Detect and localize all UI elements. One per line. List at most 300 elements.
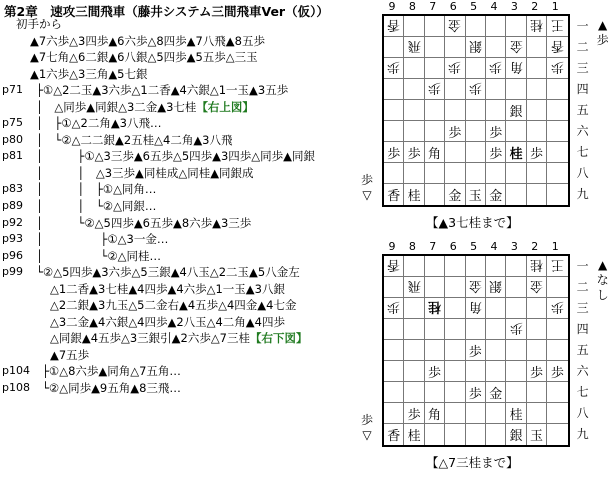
shogi-piece[interactable]: 歩	[407, 407, 421, 423]
move-text: │ ├①△2二角▲3八飛…	[36, 116, 162, 131]
rank-label: 九	[576, 427, 589, 441]
shogi-piece[interactable]: 歩	[529, 146, 543, 162]
board-square[interactable]	[445, 163, 465, 184]
move-text: │ │ △3三歩▲同桂成△同桂▲同銀成	[36, 165, 254, 180]
move-line	[2, 248, 367, 265]
rank-label: 二	[576, 40, 589, 54]
shogi-piece[interactable]: 歩	[468, 344, 482, 360]
rank-label: 六	[576, 364, 589, 378]
move-text: ▲7五歩	[50, 347, 90, 362]
board-square[interactable]	[425, 298, 445, 319]
board-square[interactable]	[506, 382, 526, 403]
move-line	[2, 314, 367, 331]
board-square[interactable]	[425, 277, 445, 298]
shogi-piece[interactable]: 歩	[468, 79, 482, 95]
file-label: 7	[429, 0, 437, 13]
board-square[interactable]	[384, 361, 404, 382]
rank-label: 四	[576, 322, 589, 336]
board-square[interactable]	[445, 256, 465, 277]
board-square[interactable]	[384, 403, 404, 424]
board-grid[interactable]	[382, 14, 570, 207]
shogi-piece[interactable]: 香	[387, 429, 401, 444]
board-square[interactable]	[384, 277, 404, 298]
board-square[interactable]	[425, 256, 445, 277]
board-square[interactable]	[425, 319, 445, 340]
board-square[interactable]	[466, 142, 486, 163]
move-text: ▲7六歩△3四歩▲6六歩△8四歩▲7八飛▲8五歩	[30, 33, 265, 48]
board-square[interactable]	[425, 79, 445, 100]
shogi-piece[interactable]: 金	[468, 277, 482, 293]
board-square[interactable]	[445, 142, 465, 163]
shogi-piece[interactable]: 香	[387, 16, 401, 32]
board-square[interactable]	[384, 382, 404, 403]
move-line	[2, 49, 367, 66]
board-square[interactable]	[445, 58, 465, 79]
shogi-piece[interactable]: 銀	[489, 277, 503, 293]
file-label: 7	[429, 240, 437, 253]
shogi-piece[interactable]: 歩	[387, 58, 401, 74]
board-square[interactable]	[506, 142, 526, 163]
board-square[interactable]	[506, 79, 526, 100]
move-text: │ △同歩▲同銀△3二金▲3七桂【右上図】	[36, 99, 254, 114]
shogi-piece[interactable]: 金	[489, 386, 503, 402]
shogi-piece[interactable]: 玉	[529, 429, 543, 444]
board-square[interactable]	[466, 424, 486, 445]
board-square[interactable]	[506, 340, 526, 361]
file-label: 1	[551, 240, 559, 253]
board-square[interactable]	[466, 58, 486, 79]
board-square[interactable]	[404, 277, 424, 298]
shogi-piece[interactable]: 角	[427, 407, 441, 423]
shogi-piece[interactable]: 桂	[509, 407, 523, 423]
board-square[interactable]	[466, 340, 486, 361]
rank-label: 四	[576, 82, 589, 96]
shogi-piece[interactable]: 歩	[489, 146, 503, 162]
board-square[interactable]	[404, 184, 424, 205]
board-square[interactable]	[486, 361, 506, 382]
board-square[interactable]	[445, 79, 465, 100]
board-square[interactable]	[506, 100, 526, 121]
board-square[interactable]	[404, 121, 424, 142]
board-square[interactable]	[404, 424, 424, 445]
board-square[interactable]	[506, 58, 526, 79]
shogi-piece[interactable]: 角	[509, 58, 523, 74]
board-square[interactable]	[384, 58, 404, 79]
move-text: ├①△8六歩▲同角△7五角…	[42, 364, 181, 379]
board-square[interactable]	[404, 163, 424, 184]
board-square[interactable]	[506, 121, 526, 142]
file-label: 4	[490, 240, 498, 253]
move-line	[2, 281, 367, 298]
board-square[interactable]	[527, 184, 547, 205]
board-square[interactable]	[527, 319, 547, 340]
shogi-piece[interactable]: 歩	[448, 125, 462, 141]
board-square[interactable]	[506, 16, 526, 37]
board-square[interactable]	[547, 16, 567, 37]
board-square[interactable]	[404, 16, 424, 37]
board-square[interactable]	[527, 382, 547, 403]
board-square[interactable]	[527, 298, 547, 319]
board-square[interactable]	[466, 298, 486, 319]
shogi-piece[interactable]: 歩	[427, 365, 441, 381]
board-square[interactable]	[445, 361, 465, 382]
board-square[interactable]	[445, 382, 465, 403]
board-square[interactable]	[527, 340, 547, 361]
board-square[interactable]	[466, 256, 486, 277]
move-text: │ ├①△3一金…	[36, 232, 169, 247]
board-square[interactable]	[425, 142, 445, 163]
board-square[interactable]	[425, 16, 445, 37]
board-square[interactable]	[527, 256, 547, 277]
board-square[interactable]	[445, 340, 465, 361]
board-square[interactable]	[547, 142, 567, 163]
board-square[interactable]	[506, 298, 526, 319]
board-square[interactable]	[404, 79, 424, 100]
board-square[interactable]	[486, 121, 506, 142]
rank-label: 三	[576, 61, 589, 75]
board-square[interactable]	[425, 361, 445, 382]
move-text: △3二金▲4六銀△4四歩▲2八玉△4二角▲4四歩	[50, 314, 285, 329]
shogi-piece[interactable]: 香	[387, 256, 401, 272]
file-label: 8	[408, 0, 416, 13]
board-square[interactable]	[384, 100, 404, 121]
board-square[interactable]	[384, 16, 404, 37]
board-square[interactable]	[445, 424, 465, 445]
move-line	[2, 181, 367, 198]
move-text: │ ├①△3三歩▲6五歩△5四歩▲3四歩△同歩▲同銀	[36, 149, 315, 164]
shogi-piece[interactable]: 桂	[529, 256, 543, 272]
page-number: p80	[2, 132, 23, 146]
move-line	[2, 148, 367, 165]
board-square[interactable]	[425, 403, 445, 424]
board-square[interactable]	[404, 100, 424, 121]
board-square[interactable]	[445, 121, 465, 142]
move-text: ▲1六歩△3三角▲5七銀	[30, 66, 148, 81]
board-square[interactable]	[425, 100, 445, 121]
file-label: 3	[510, 0, 518, 13]
rank-label: 二	[576, 280, 589, 294]
board-square[interactable]	[527, 79, 547, 100]
board-square[interactable]	[547, 319, 567, 340]
move-tree	[2, 16, 367, 397]
board-square[interactable]	[404, 340, 424, 361]
board-square[interactable]	[547, 79, 567, 100]
board-square[interactable]	[486, 340, 506, 361]
board-square[interactable]	[384, 37, 404, 58]
move-text: │ └②△5四歩▲6五歩▲8六歩▲3三歩	[36, 215, 252, 230]
shogi-piece[interactable]: 王	[550, 256, 564, 272]
rank-label: 三	[576, 301, 589, 315]
page-number: p93	[2, 232, 23, 246]
board-square[interactable]	[547, 256, 567, 277]
board-square[interactable]	[466, 37, 486, 58]
move-text: │ └②△同桂…	[36, 248, 161, 263]
board-square[interactable]	[506, 37, 526, 58]
board-square[interactable]	[486, 184, 506, 205]
board-square[interactable]	[547, 100, 567, 121]
shogi-piece[interactable]: 歩	[489, 125, 503, 141]
move-text: ├①△2二玉▲3六歩△1二香▲4六銀△1一玉▲3五歩	[36, 83, 289, 98]
page-number: p92	[2, 215, 23, 229]
shogi-piece[interactable]: 桂	[407, 189, 421, 204]
board-square[interactable]	[547, 121, 567, 142]
shogi-piece[interactable]: 歩	[448, 58, 462, 74]
board-square[interactable]	[466, 16, 486, 37]
board-square[interactable]	[466, 79, 486, 100]
board-square[interactable]	[547, 403, 567, 424]
file-label: 9	[388, 0, 396, 13]
board-square[interactable]	[486, 424, 506, 445]
board-square[interactable]	[466, 382, 486, 403]
board-square[interactable]	[384, 79, 404, 100]
shogi-piece[interactable]: 歩	[550, 58, 564, 74]
figure-reference: 【右下図】	[250, 331, 308, 346]
shogi-piece[interactable]: 金	[529, 277, 543, 293]
shogi-piece[interactable]: 歩	[387, 298, 401, 314]
gote-hand: ▲ な し	[596, 258, 609, 302]
board-square[interactable]	[384, 424, 404, 445]
shogi-piece[interactable]: 歩	[468, 386, 482, 402]
rank-label: 五	[576, 103, 589, 117]
shogi-piece[interactable]: 金	[489, 189, 503, 204]
shogi-piece[interactable]: 歩	[489, 58, 503, 74]
move-line	[2, 198, 367, 215]
move-line	[2, 363, 367, 380]
sente-hand: 歩 ▽	[360, 173, 373, 202]
board-square[interactable]	[404, 142, 424, 163]
shogi-piece[interactable]: 金	[509, 37, 523, 53]
shogi-piece[interactable]: 桂	[509, 146, 523, 162]
shogi-piece[interactable]: 銀	[509, 104, 523, 120]
board-square[interactable]	[425, 184, 445, 205]
board-square[interactable]	[445, 184, 465, 205]
board-square[interactable]	[384, 142, 404, 163]
shogi-piece[interactable]: 桂	[529, 16, 543, 32]
page-number: p99	[2, 265, 23, 279]
board-square[interactable]	[404, 58, 424, 79]
board-caption: 【▲3七桂まで】	[426, 215, 519, 230]
board-square[interactable]	[486, 58, 506, 79]
board-square[interactable]	[527, 58, 547, 79]
board-square[interactable]	[547, 58, 567, 79]
board-square[interactable]	[527, 100, 547, 121]
page-number: p75	[2, 116, 23, 130]
board-square[interactable]	[384, 319, 404, 340]
file-label: 2	[531, 0, 539, 13]
move-text: └②△同歩▲9五角▲8三飛…	[42, 381, 181, 396]
board-square[interactable]	[445, 100, 465, 121]
board-square[interactable]	[404, 403, 424, 424]
board-square[interactable]	[445, 277, 465, 298]
file-label: 2	[531, 240, 539, 253]
board-square[interactable]	[486, 100, 506, 121]
board-square[interactable]	[547, 163, 567, 184]
rank-label: 一	[576, 259, 589, 273]
board-square[interactable]	[506, 361, 526, 382]
board-square[interactable]	[506, 184, 526, 205]
board-square[interactable]	[466, 121, 486, 142]
move-line	[2, 115, 367, 132]
page-number: p81	[2, 149, 23, 163]
board-square[interactable]	[404, 319, 424, 340]
board-square[interactable]	[486, 37, 506, 58]
board-square[interactable]	[547, 340, 567, 361]
board-square[interactable]	[527, 163, 547, 184]
board-square[interactable]	[425, 37, 445, 58]
board-square[interactable]	[486, 142, 506, 163]
file-label: 3	[510, 240, 518, 253]
rank-label: 七	[576, 385, 589, 399]
board-square[interactable]	[466, 361, 486, 382]
page-number: p71	[2, 83, 23, 97]
shogi-piece[interactable]: 飛	[407, 277, 421, 293]
board-square[interactable]	[425, 163, 445, 184]
move-line	[2, 297, 367, 314]
shogi-piece[interactable]: 歩	[550, 365, 564, 381]
sente-hand: 歩 ▽	[360, 413, 373, 442]
board-square[interactable]	[425, 382, 445, 403]
figure-reference: 【右上図】	[196, 99, 254, 114]
shogi-piece[interactable]: 歩	[387, 146, 401, 162]
board-square[interactable]	[527, 16, 547, 37]
board-square[interactable]	[547, 382, 567, 403]
shogi-piece[interactable]: 桂	[427, 298, 441, 314]
board-square[interactable]	[547, 424, 567, 445]
board-square[interactable]	[384, 256, 404, 277]
board-square[interactable]	[445, 403, 465, 424]
shogi-piece[interactable]: 歩	[550, 298, 564, 314]
page-number: p108	[2, 381, 30, 395]
board-square[interactable]	[384, 184, 404, 205]
move-line	[2, 99, 367, 116]
move-line	[2, 347, 367, 364]
move-text: │ │ └②△同銀…	[36, 199, 157, 214]
board-square[interactable]	[486, 79, 506, 100]
board-square[interactable]	[384, 121, 404, 142]
file-label: 6	[449, 0, 457, 13]
move-line	[2, 165, 367, 182]
rank-label: 八	[576, 406, 589, 420]
move-line	[2, 33, 367, 50]
board-square[interactable]	[445, 298, 465, 319]
board-square[interactable]	[486, 256, 506, 277]
board-square[interactable]	[527, 277, 547, 298]
board-square[interactable]	[547, 37, 567, 58]
board-square[interactable]	[527, 37, 547, 58]
board-square[interactable]	[486, 277, 506, 298]
rank-label: 七	[576, 145, 589, 159]
board-square[interactable]	[486, 319, 506, 340]
shogi-piece[interactable]: 銀	[509, 429, 523, 444]
board-square[interactable]	[404, 361, 424, 382]
rank-label: 一	[576, 19, 589, 33]
page-number: p96	[2, 248, 23, 262]
rank-label: 九	[576, 187, 589, 201]
shogi-piece[interactable]: 歩	[427, 79, 441, 95]
file-label: 5	[470, 0, 478, 13]
board-square[interactable]	[425, 58, 445, 79]
move-line	[2, 330, 367, 347]
shogi-piece[interactable]: 角	[427, 146, 441, 162]
board-square[interactable]	[486, 382, 506, 403]
board-square[interactable]	[404, 382, 424, 403]
shogi-piece[interactable]: 玉	[468, 189, 482, 204]
shogi-piece[interactable]: 歩	[529, 365, 543, 381]
board-square[interactable]	[527, 121, 547, 142]
move-line	[2, 16, 367, 33]
board-square[interactable]	[506, 424, 526, 445]
board-square[interactable]	[466, 184, 486, 205]
shogi-piece[interactable]: 金	[448, 16, 462, 32]
board-square[interactable]	[506, 256, 526, 277]
board-square[interactable]	[466, 403, 486, 424]
board-square[interactable]	[384, 298, 404, 319]
file-label: 6	[449, 240, 457, 253]
board-square[interactable]	[506, 403, 526, 424]
move-line	[2, 82, 367, 99]
board-square[interactable]	[466, 319, 486, 340]
board-square[interactable]	[486, 403, 506, 424]
shogi-piece[interactable]: 歩	[407, 146, 421, 162]
board-square[interactable]	[486, 298, 506, 319]
board-square[interactable]	[547, 277, 567, 298]
move-text: △同銀▲4五歩△3三銀引▲2六歩△7三桂【右下図】	[50, 331, 308, 346]
board-grid[interactable]	[382, 254, 570, 447]
board-square[interactable]	[506, 277, 526, 298]
board-square[interactable]	[445, 16, 465, 37]
board-square[interactable]	[506, 163, 526, 184]
shogi-piece[interactable]: 金	[448, 189, 462, 204]
board-square[interactable]	[527, 424, 547, 445]
shogi-piece[interactable]: 香	[387, 189, 401, 204]
board-square[interactable]	[466, 100, 486, 121]
board-square[interactable]	[547, 184, 567, 205]
board-square[interactable]	[547, 361, 567, 382]
board-square[interactable]	[384, 340, 404, 361]
shogi-piece[interactable]: 桂	[407, 429, 421, 444]
board-square[interactable]	[506, 319, 526, 340]
board-square[interactable]	[445, 37, 465, 58]
board-square[interactable]	[445, 319, 465, 340]
move-line	[2, 215, 367, 232]
shogi-piece[interactable]: 王	[550, 16, 564, 32]
board-square[interactable]	[466, 277, 486, 298]
board-square[interactable]	[527, 403, 547, 424]
board-square[interactable]	[547, 298, 567, 319]
board-square[interactable]	[384, 163, 404, 184]
board-square[interactable]	[486, 16, 506, 37]
board-square[interactable]	[404, 298, 424, 319]
board-square[interactable]	[425, 121, 445, 142]
move-line	[2, 132, 367, 149]
board-square[interactable]	[466, 163, 486, 184]
shogi-piece[interactable]: 歩	[509, 319, 523, 335]
board-square[interactable]	[404, 256, 424, 277]
board-square[interactable]	[486, 163, 506, 184]
shogi-piece[interactable]: 飛	[407, 37, 421, 53]
move-line	[2, 231, 367, 248]
file-label: 8	[408, 240, 416, 253]
board-square[interactable]	[404, 37, 424, 58]
board-square[interactable]	[425, 340, 445, 361]
board-square[interactable]	[527, 142, 547, 163]
shogi-piece[interactable]: 香	[550, 37, 564, 53]
board-square[interactable]	[527, 361, 547, 382]
shogi-piece[interactable]: 角	[468, 298, 482, 314]
board-square[interactable]	[425, 424, 445, 445]
shogi-piece[interactable]: 銀	[468, 37, 482, 53]
move-text: △2二銀▲3九玉△5二金右▲4五歩△4四金▲4七金	[50, 298, 297, 313]
